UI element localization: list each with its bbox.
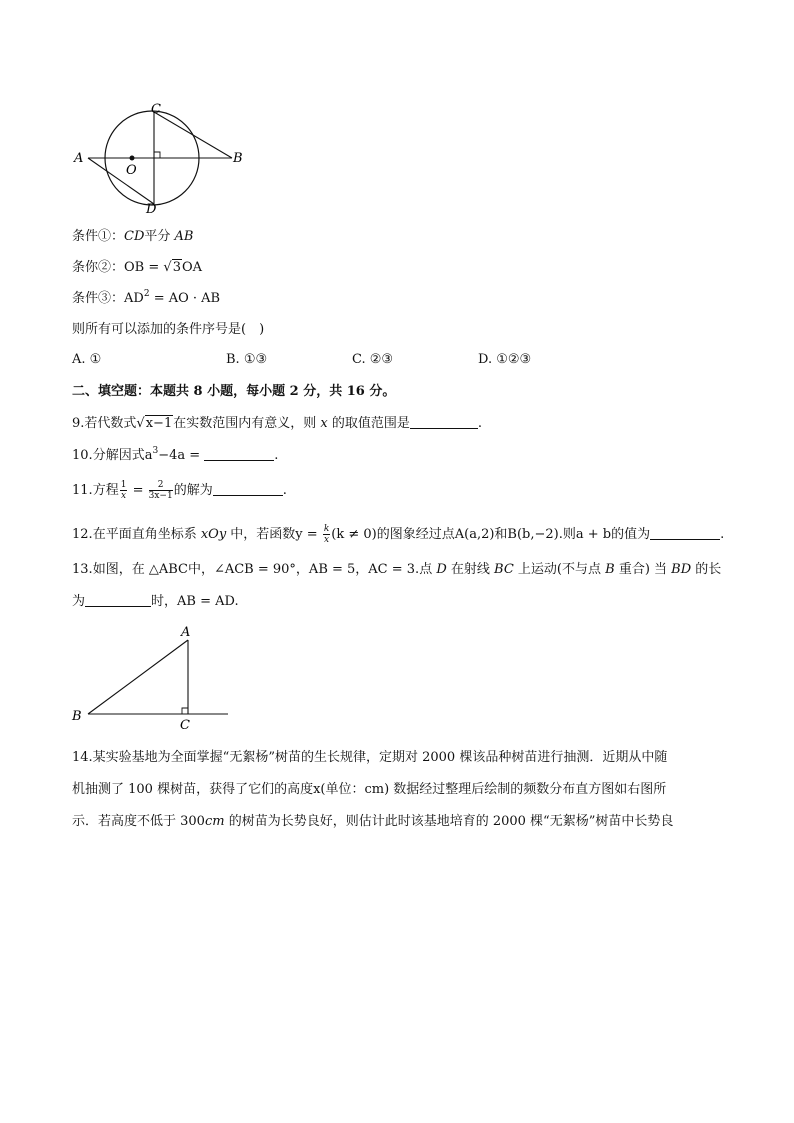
answer-blank[interactable] xyxy=(650,525,720,540)
question-14-line-3: 示．若高度不低于 300cm 的树苗为长势良好，则估计此时该基地培育的 2000 棵“无絮杨”树苗中长势良 xyxy=(72,814,674,829)
question-11: 11.方程 $\frac{1}{x}$ = $\frac{2}{3x-1}$ 的解为 . xyxy=(72,480,287,501)
label-b: B xyxy=(233,151,243,166)
option-a[interactable]: A. ① xyxy=(72,352,102,367)
label-c: C xyxy=(151,102,161,117)
label-d: D xyxy=(146,202,157,217)
label-a: A xyxy=(181,625,191,640)
question-13-line-2: 为 时，AB = AD. xyxy=(72,594,239,609)
label-o: O xyxy=(126,163,137,178)
label-a: A xyxy=(74,151,84,166)
section-2-heading: 二、填空题：本题共 8 小题，每小题 2 分，共 16 分。 xyxy=(72,384,396,399)
question-9: 9.若代数式√x−1在实数范围内有意义，则 x 的取值范围是 . xyxy=(72,416,482,431)
answer-blank[interactable] xyxy=(410,414,478,429)
option-d[interactable]: D. ①②③ xyxy=(478,352,532,367)
answer-blank[interactable] xyxy=(85,592,151,607)
question-10: 10.分解因式$a^3-4a$ = . xyxy=(72,446,279,463)
question-14-line-1: 14.某实验基地为全面掌握“无絮杨”树苗的生长规律，定期对 2000 棵该品种树苗进行抽测．近期从中随 xyxy=(72,750,668,765)
question-12: 12.在平面直角坐标系 xOy 中，若函数y = $\frac{k}{x}$ (k ≠ 0)的图象经过点A(a,2)和B(b,−2).则a + b的值为 . xyxy=(72,524,725,545)
condition-3: 条件③：$AD^2$ = AO · AB xyxy=(72,289,221,306)
option-b[interactable]: B. ①③ xyxy=(226,352,268,367)
option-c[interactable]: C. ②③ xyxy=(352,352,394,367)
center-dot xyxy=(130,156,135,161)
label-c: C xyxy=(180,718,190,733)
segment-ad-line xyxy=(88,158,154,204)
right-angle-mark xyxy=(182,708,188,714)
right-angle-mark xyxy=(154,152,160,158)
question-14-line-2: 机抽测了 100 棵树苗，获得了它们的高度x(单位：cm) 数据经过整理后绘制的频数分布直方图如右图所 xyxy=(72,782,667,797)
answer-blank[interactable] xyxy=(213,481,283,496)
triangle-figure xyxy=(70,620,240,735)
label-b: B xyxy=(72,709,82,724)
condition-2: 条你②：OB = √3OA xyxy=(72,260,203,275)
question-8-stem: 则所有可以添加的条件序号是( ) xyxy=(72,322,265,337)
answer-blank[interactable] xyxy=(204,446,274,461)
circle-figure xyxy=(70,100,260,218)
question-13-line-1: 13.如图，在 △ABC中，∠ACB = 90°，AB = 5，AC = 3.点 D 在射线 BC 上运动(不与点 B 重合) 当 BD 的长 xyxy=(72,562,722,577)
condition-1: 条件①：CD平分 AB xyxy=(72,229,194,244)
tangent-cb-line xyxy=(154,112,232,158)
line-ab xyxy=(88,640,188,714)
